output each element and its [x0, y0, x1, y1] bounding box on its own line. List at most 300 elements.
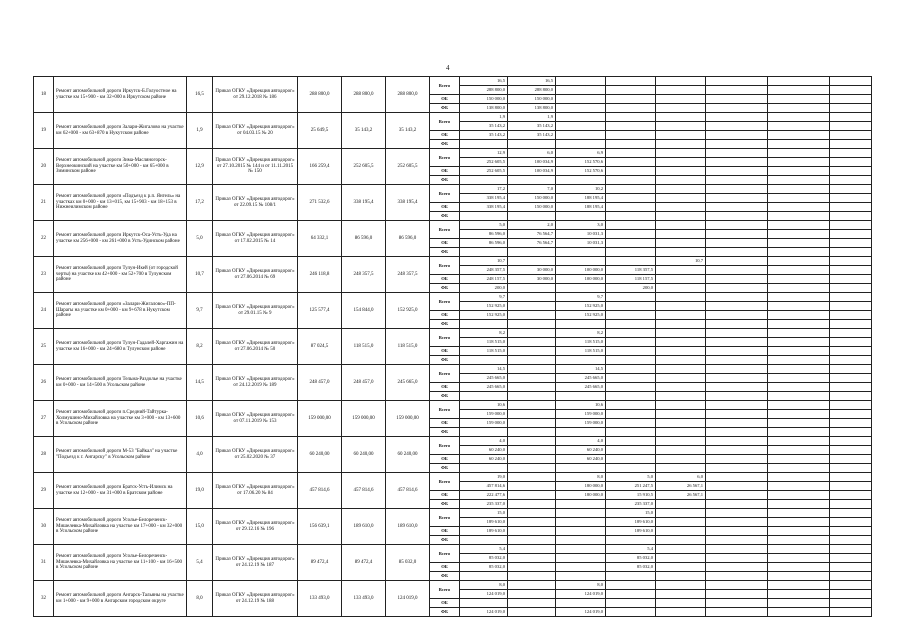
- road-length: 5,4: [187, 545, 213, 581]
- value-cell: [606, 77, 656, 86]
- value-cell: 118 515,0: [460, 338, 508, 347]
- value-cell: [706, 194, 768, 203]
- value-cell: [830, 509, 872, 518]
- value-cell: 150 000,0: [508, 203, 556, 212]
- value-cell: [508, 536, 556, 545]
- cost-plan: 248 357,5: [386, 257, 430, 293]
- value-cell: [656, 437, 706, 446]
- value-cell: [706, 221, 768, 230]
- value-cell: [706, 185, 768, 194]
- value-cell: [768, 599, 830, 608]
- value-cell: [656, 149, 706, 158]
- cost-plan: 118 515,0: [386, 329, 430, 365]
- value-cell: [460, 140, 508, 149]
- value-cell: [830, 176, 872, 185]
- value-cell: [606, 428, 656, 437]
- value-cell: 338 195,4: [460, 194, 508, 203]
- road-name: Ремонт автомобильной дороги Иркутск-Оса-Усть-Уда на участке км 256+000 - км 261+000 в Усть-Удинском районе: [54, 221, 187, 257]
- value-cell: [606, 203, 656, 212]
- value-cell: [706, 167, 768, 176]
- value-cell: [656, 95, 706, 104]
- value-cell: [768, 491, 830, 500]
- label-regional-budget: ОБ: [430, 563, 460, 572]
- row-number: 24: [34, 293, 54, 329]
- value-cell: [606, 212, 656, 221]
- value-cell: [460, 176, 508, 185]
- value-cell: [508, 464, 556, 473]
- value-cell: [508, 392, 556, 401]
- value-cell: [830, 167, 872, 176]
- value-cell: 9,7: [556, 293, 606, 302]
- cost-total: 35 143,2: [342, 113, 386, 149]
- value-cell: 9,7: [460, 293, 508, 302]
- value-cell: [556, 599, 606, 608]
- value-cell: [768, 554, 830, 563]
- value-cell: [508, 545, 556, 554]
- road-length: 19,0: [187, 473, 213, 509]
- value-cell: 252 605,5: [460, 167, 508, 176]
- value-cell: [508, 500, 556, 509]
- value-cell: [606, 446, 656, 455]
- value-cell: [706, 374, 768, 383]
- cost-estimate: 64 332,1: [298, 221, 342, 257]
- value-cell: [656, 347, 706, 356]
- value-cell: 118 157,5: [606, 275, 656, 284]
- value-cell: [768, 95, 830, 104]
- road-name: Ремонт автомобильной дороги Залари-Жигалово на участке км 62+000 - км 63+870 в Нукутском районе: [54, 113, 187, 149]
- cost-plan: 457 814,6: [386, 473, 430, 509]
- table-row: [34, 113, 872, 122]
- value-cell: [606, 302, 656, 311]
- value-cell: [656, 311, 706, 320]
- value-cell: 35 143,2: [508, 122, 556, 131]
- value-cell: [830, 338, 872, 347]
- value-cell: [706, 545, 768, 554]
- value-cell: 152 570,6: [556, 158, 606, 167]
- value-cell: 457 814,6: [460, 482, 508, 491]
- value-cell: [830, 212, 872, 221]
- cost-plan: 86 596,0: [386, 221, 430, 257]
- cost-total: 159 000,00: [342, 401, 386, 437]
- row-number: 18: [34, 77, 54, 113]
- cost-estimate: 288 800,0: [298, 77, 342, 113]
- value-cell: [606, 464, 656, 473]
- value-cell: 251 247,5: [606, 482, 656, 491]
- value-cell: [656, 140, 706, 149]
- label-regional-budget: ОБ: [430, 167, 460, 176]
- label-total: Всего: [430, 221, 460, 239]
- label-total: Всего: [430, 473, 460, 491]
- value-cell: [656, 338, 706, 347]
- value-cell: [706, 77, 768, 86]
- value-cell: [706, 203, 768, 212]
- value-cell: [656, 104, 706, 113]
- value-cell: [606, 338, 656, 347]
- value-cell: 10,7: [656, 257, 706, 266]
- row-number: 19: [34, 113, 54, 149]
- cost-total: 457 814,6: [342, 473, 386, 509]
- value-cell: [656, 428, 706, 437]
- value-cell: [606, 95, 656, 104]
- value-cell: [508, 455, 556, 464]
- value-cell: [606, 122, 656, 131]
- basis-document: Приказ ОГКУ «Дирекция автодорог» от 27.06.2014 № 69: [213, 257, 298, 293]
- value-cell: [830, 599, 872, 608]
- value-cell: [830, 221, 872, 230]
- value-cell: [830, 419, 872, 428]
- value-cell: 118 515,0: [460, 347, 508, 356]
- value-cell: 1,9: [508, 113, 556, 122]
- value-cell: [830, 581, 872, 590]
- road-name: Ремонт автомобильной дороги М-53 "Байкал" на участке "Подъезд к г. Ангарску" в Усольском районе: [54, 437, 187, 473]
- value-cell: [830, 257, 872, 266]
- row-number: 32: [34, 581, 54, 617]
- road-length: 8,2: [187, 329, 213, 365]
- cost-estimate: 156 639,1: [298, 509, 342, 545]
- value-cell: [606, 311, 656, 320]
- value-cell: [830, 77, 872, 86]
- value-cell: [706, 419, 768, 428]
- cost-total: 338 195,4: [342, 185, 386, 221]
- value-cell: [830, 482, 872, 491]
- value-cell: [706, 500, 768, 509]
- value-cell: 152 925,0: [460, 302, 508, 311]
- road-repair-table: [33, 76, 872, 617]
- value-cell: [656, 572, 706, 581]
- value-cell: 159 000,0: [460, 419, 508, 428]
- value-cell: [768, 464, 830, 473]
- value-cell: 14,5: [460, 365, 508, 374]
- row-number: 25: [34, 329, 54, 365]
- value-cell: [830, 437, 872, 446]
- value-cell: [508, 572, 556, 581]
- cost-total: 288 800,0: [342, 77, 386, 113]
- value-cell: [556, 140, 606, 149]
- basis-document: Приказ ОГКУ «Дирекция автодорог» от 29.12.16 № 196: [213, 509, 298, 545]
- road-name: Ремонт автомобильной дороги Тулун-Икей (от городской черты) на участке км 42+000 - км 52+700 в Тулунском районе: [54, 257, 187, 293]
- value-cell: [556, 104, 606, 113]
- value-cell: [606, 347, 656, 356]
- value-cell: [508, 302, 556, 311]
- road-name: Ремонт автомобильной дороги «Залари-Жигалово»-ПП-Шарагы на участке км 0+000 - км 9+678 в Нукутском районе: [54, 293, 187, 329]
- value-cell: 159 000,0: [556, 410, 606, 419]
- row-number: 23: [34, 257, 54, 293]
- label-regional-budget: ОБ: [430, 203, 460, 212]
- value-cell: 8,0: [460, 581, 508, 590]
- value-cell: 35 143,2: [508, 131, 556, 140]
- value-cell: [656, 275, 706, 284]
- value-cell: [830, 284, 872, 293]
- value-cell: [830, 194, 872, 203]
- value-cell: [508, 248, 556, 257]
- cost-total: 189 610,0: [342, 509, 386, 545]
- value-cell: 10,7: [460, 257, 508, 266]
- value-cell: [706, 392, 768, 401]
- value-cell: 248 157,5: [460, 275, 508, 284]
- value-cell: [768, 221, 830, 230]
- value-cell: [768, 158, 830, 167]
- value-cell: [508, 509, 556, 518]
- value-cell: [656, 599, 706, 608]
- value-cell: [830, 311, 872, 320]
- value-cell: [706, 140, 768, 149]
- basis-document: Приказ ОГКУ «Дирекция автодорог» от 29.12.2018 № 186: [213, 77, 298, 113]
- value-cell: 10,6: [460, 401, 508, 410]
- value-cell: [606, 401, 656, 410]
- value-cell: [556, 500, 606, 509]
- value-cell: [706, 563, 768, 572]
- value-cell: [768, 329, 830, 338]
- value-cell: [606, 257, 656, 266]
- value-cell: [830, 131, 872, 140]
- value-cell: [556, 122, 606, 131]
- road-name: Ремонт автомобильной дороги «Подъезд к р.п. Янгель» на участках км 0+000 - км 13+015, км 15+903 - км 18+153 в Нижнеилимском районе: [54, 185, 187, 221]
- value-cell: 100 034,9: [508, 167, 556, 176]
- value-cell: [768, 419, 830, 428]
- value-cell: [656, 329, 706, 338]
- value-cell: [768, 347, 830, 356]
- value-cell: [768, 284, 830, 293]
- value-cell: [656, 302, 706, 311]
- value-cell: [508, 383, 556, 392]
- value-cell: [556, 131, 606, 140]
- value-cell: 245 665,0: [460, 383, 508, 392]
- value-cell: [830, 383, 872, 392]
- road-length: 10,7: [187, 257, 213, 293]
- value-cell: [706, 293, 768, 302]
- label-regional-budget: ОБ: [430, 491, 460, 500]
- value-cell: 189 610,0: [460, 527, 508, 536]
- label-federal-budget: ФБ: [430, 608, 460, 617]
- value-cell: 10 031,3: [556, 230, 606, 239]
- value-cell: [768, 140, 830, 149]
- value-cell: [606, 293, 656, 302]
- value-cell: [656, 464, 706, 473]
- value-cell: [508, 356, 556, 365]
- value-cell: [830, 527, 872, 536]
- value-cell: [768, 500, 830, 509]
- value-cell: [656, 320, 706, 329]
- value-cell: [556, 77, 606, 86]
- value-cell: [508, 365, 556, 374]
- road-length: 17,2: [187, 185, 213, 221]
- value-cell: [460, 212, 508, 221]
- label-federal-budget: ФБ: [430, 392, 460, 401]
- value-cell: [706, 536, 768, 545]
- value-cell: 150 000,0: [460, 95, 508, 104]
- value-cell: [768, 113, 830, 122]
- basis-document: Приказ ОГКУ «Дирекция автодорог» от 29.01.15 № 9: [213, 293, 298, 329]
- value-cell: [706, 131, 768, 140]
- value-cell: [830, 230, 872, 239]
- value-cell: [830, 545, 872, 554]
- basis-document: Приказ ОГКУ «Дирекция автодорог» от 24.12.2019 № 189: [213, 365, 298, 401]
- value-cell: [830, 563, 872, 572]
- value-cell: [556, 320, 606, 329]
- value-cell: [706, 113, 768, 122]
- value-cell: [830, 446, 872, 455]
- value-cell: [830, 491, 872, 500]
- value-cell: [656, 212, 706, 221]
- value-cell: [606, 536, 656, 545]
- value-cell: [656, 131, 706, 140]
- value-cell: [556, 527, 606, 536]
- value-cell: [556, 95, 606, 104]
- value-cell: 5,0: [460, 221, 508, 230]
- value-cell: [508, 140, 556, 149]
- road-name: Ремонт автомобильной дороги Усолье-Белореченск-Мишелевка-Михайловка на участке км 11+100 - км 16+500 в Усольском районе: [54, 545, 187, 581]
- value-cell: [768, 104, 830, 113]
- value-cell: [706, 338, 768, 347]
- road-length: 1,9: [187, 113, 213, 149]
- cost-plan: 159 000,00: [386, 401, 430, 437]
- label-total: Всего: [430, 401, 460, 419]
- value-cell: [656, 563, 706, 572]
- value-cell: 180 000,0: [556, 491, 606, 500]
- value-cell: 8,0: [556, 581, 606, 590]
- value-cell: [706, 356, 768, 365]
- value-cell: [656, 194, 706, 203]
- value-cell: [768, 572, 830, 581]
- value-cell: [508, 374, 556, 383]
- value-cell: [460, 356, 508, 365]
- table-row: [34, 185, 872, 194]
- value-cell: 86 596,0: [460, 239, 508, 248]
- value-cell: [508, 446, 556, 455]
- label-federal-budget: ФБ: [430, 212, 460, 221]
- value-cell: [706, 455, 768, 464]
- value-cell: [830, 374, 872, 383]
- value-cell: [768, 527, 830, 536]
- value-cell: 188 195,4: [556, 203, 606, 212]
- value-cell: [768, 131, 830, 140]
- value-cell: 76 564,7: [508, 230, 556, 239]
- value-cell: [768, 410, 830, 419]
- value-cell: [556, 113, 606, 122]
- value-cell: 35 143,2: [460, 122, 508, 131]
- value-cell: [830, 590, 872, 599]
- value-cell: [830, 302, 872, 311]
- value-cell: [508, 554, 556, 563]
- value-cell: [768, 257, 830, 266]
- cost-total: 248 357,5: [342, 257, 386, 293]
- value-cell: [768, 446, 830, 455]
- value-cell: [830, 95, 872, 104]
- value-cell: [460, 464, 508, 473]
- table-row: [34, 473, 872, 482]
- value-cell: [706, 266, 768, 275]
- value-cell: [768, 437, 830, 446]
- value-cell: [768, 509, 830, 518]
- value-cell: 14,5: [556, 365, 606, 374]
- row-number: 30: [34, 509, 54, 545]
- row-number: 21: [34, 185, 54, 221]
- value-cell: [556, 86, 606, 95]
- value-cell: [768, 176, 830, 185]
- value-cell: [508, 482, 556, 491]
- value-cell: [768, 383, 830, 392]
- label-regional-budget: ОБ: [430, 383, 460, 392]
- value-cell: [508, 437, 556, 446]
- value-cell: [606, 239, 656, 248]
- value-cell: [768, 293, 830, 302]
- value-cell: [706, 590, 768, 599]
- value-cell: [830, 428, 872, 437]
- value-cell: [606, 365, 656, 374]
- value-cell: [830, 266, 872, 275]
- value-cell: 6,9: [556, 149, 606, 158]
- road-name: Ремонт автомобильной дороги Тулун-Гадалей-Харгажин на участке км 16+000 - км 24+680 в Тулунском районе: [54, 329, 187, 365]
- value-cell: 189 610,0: [460, 518, 508, 527]
- value-cell: [656, 158, 706, 167]
- value-cell: 252 605,5: [460, 158, 508, 167]
- value-cell: [830, 518, 872, 527]
- value-cell: [606, 113, 656, 122]
- value-cell: 150 000,0: [508, 95, 556, 104]
- value-cell: [768, 86, 830, 95]
- road-length: 8,0: [187, 581, 213, 617]
- road-length: 14,5: [187, 365, 213, 401]
- value-cell: 124 019,0: [556, 608, 606, 617]
- cost-plan: 60 240,00: [386, 437, 430, 473]
- value-cell: 124 019,0: [460, 608, 508, 617]
- label-regional-budget: ОБ: [430, 527, 460, 536]
- value-cell: [706, 302, 768, 311]
- value-cell: [706, 86, 768, 95]
- row-number: 22: [34, 221, 54, 257]
- value-cell: [508, 581, 556, 590]
- value-cell: [656, 608, 706, 617]
- value-cell: [556, 212, 606, 221]
- value-cell: 100 000,0: [556, 275, 606, 284]
- basis-document: Приказ ОГКУ «Дирекция автодорог» от 22.09.15 № 108/1: [213, 185, 298, 221]
- value-cell: 6,0: [656, 473, 706, 482]
- value-cell: [508, 428, 556, 437]
- value-cell: [556, 536, 606, 545]
- value-cell: [556, 518, 606, 527]
- value-cell: [656, 113, 706, 122]
- value-cell: [508, 527, 556, 536]
- value-cell: [706, 122, 768, 131]
- value-cell: [606, 176, 656, 185]
- basis-document: Приказ ОГКУ «Дирекция автодорог» от 07.11.2019 № 153: [213, 401, 298, 437]
- road-name: Ремонт автомобильной дороги Братск-Усть-Илимск на участке км 12+000 - км 31+000 в Братском районе: [54, 473, 187, 509]
- value-cell: [768, 212, 830, 221]
- value-cell: [768, 122, 830, 131]
- value-cell: [706, 482, 768, 491]
- table-row: [34, 293, 872, 302]
- value-cell: [656, 374, 706, 383]
- value-cell: [830, 464, 872, 473]
- value-cell: [768, 356, 830, 365]
- value-cell: [656, 293, 706, 302]
- table-row: [34, 257, 872, 266]
- label-total: Всего: [430, 329, 460, 347]
- value-cell: 15,0: [460, 509, 508, 518]
- value-cell: [606, 248, 656, 257]
- value-cell: [656, 419, 706, 428]
- value-cell: [768, 311, 830, 320]
- value-cell: [606, 374, 656, 383]
- cost-plan: 288 800,0: [386, 77, 430, 113]
- value-cell: [830, 410, 872, 419]
- value-cell: 159 000,0: [460, 410, 508, 419]
- value-cell: 8,2: [556, 329, 606, 338]
- value-cell: [830, 104, 872, 113]
- value-cell: [830, 608, 872, 617]
- value-cell: 4,0: [460, 437, 508, 446]
- value-cell: [556, 392, 606, 401]
